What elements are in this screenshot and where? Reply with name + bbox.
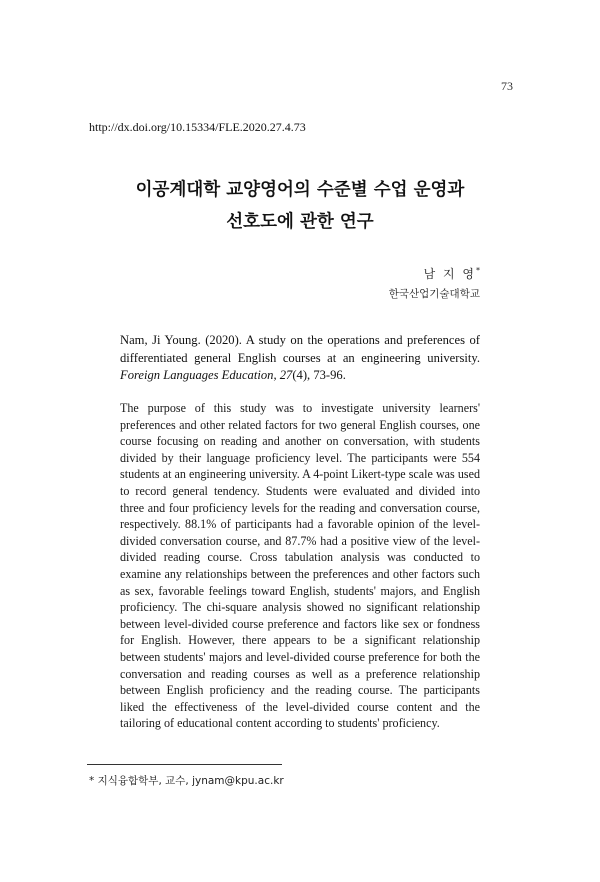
author-name: 남 지 영 [423,267,476,281]
doi-link[interactable]: http://dx.doi.org/10.15334/FLE.2020.27.4.73 [89,120,306,134]
author-footnote-mark: * [476,266,480,275]
paper-title-line-2: 선호도에 관한 연구 [226,212,374,232]
author-footnote: * 지식융합학부, 교수, jynam@kpu.ac.kr [89,775,284,787]
citation [120,332,480,385]
citation-text: Nam, Ji Young. (2020). A study on the operations and preferences of differentiated general English courses at an engineering university. [120,333,480,365]
abstract: The purpose of this study was to investigate university learners' preferences and other related factors for two general English courses, one course focusing on reading and another on conversation, with students divided by their language proficiency level. The participants were 554 students at an engineering university. A 4-point Likert-type scale was used to record general tendency. Students were evaluated and divided into three and four proficiency levels for the reading and conversation course, respectively. 88.1% of participants had a favorable opinion of the level-divided conversation course, and 87.7% had a positive view of the level-divided reading course. Cross tabulation analysis was conducted to examine any relationships between the preferences and other factors such as sex, favorable feelings toward English, students' majors, and English proficiency. The chi-square analysis showed no significant relationship between level-divided course preference and factors like sex or fondness for English. However, there appears to be a significant relationship between students' majors and level-divided course preference for both the conversation and reading courses as well as a preference relationship between English proficiency and the reading course. The participants liked the effectiveness of the level-divided course content and the tailoring of educational content according to students' proficiency. [120,401,480,731]
paper-title-line-1: 이공계대학 교양영어의 수준별 수업 운영과 [135,180,465,200]
footnote-divider [87,764,282,765]
author-affiliation: 한국산업기술대학교 [388,288,480,300]
page-number: 73 [501,79,513,93]
author [424,265,480,282]
citation-journal: Foreign Languages Education, 27 [120,368,293,383]
citation-issue: (4), 73-96. [292,368,346,383]
paper-title [0,174,600,238]
